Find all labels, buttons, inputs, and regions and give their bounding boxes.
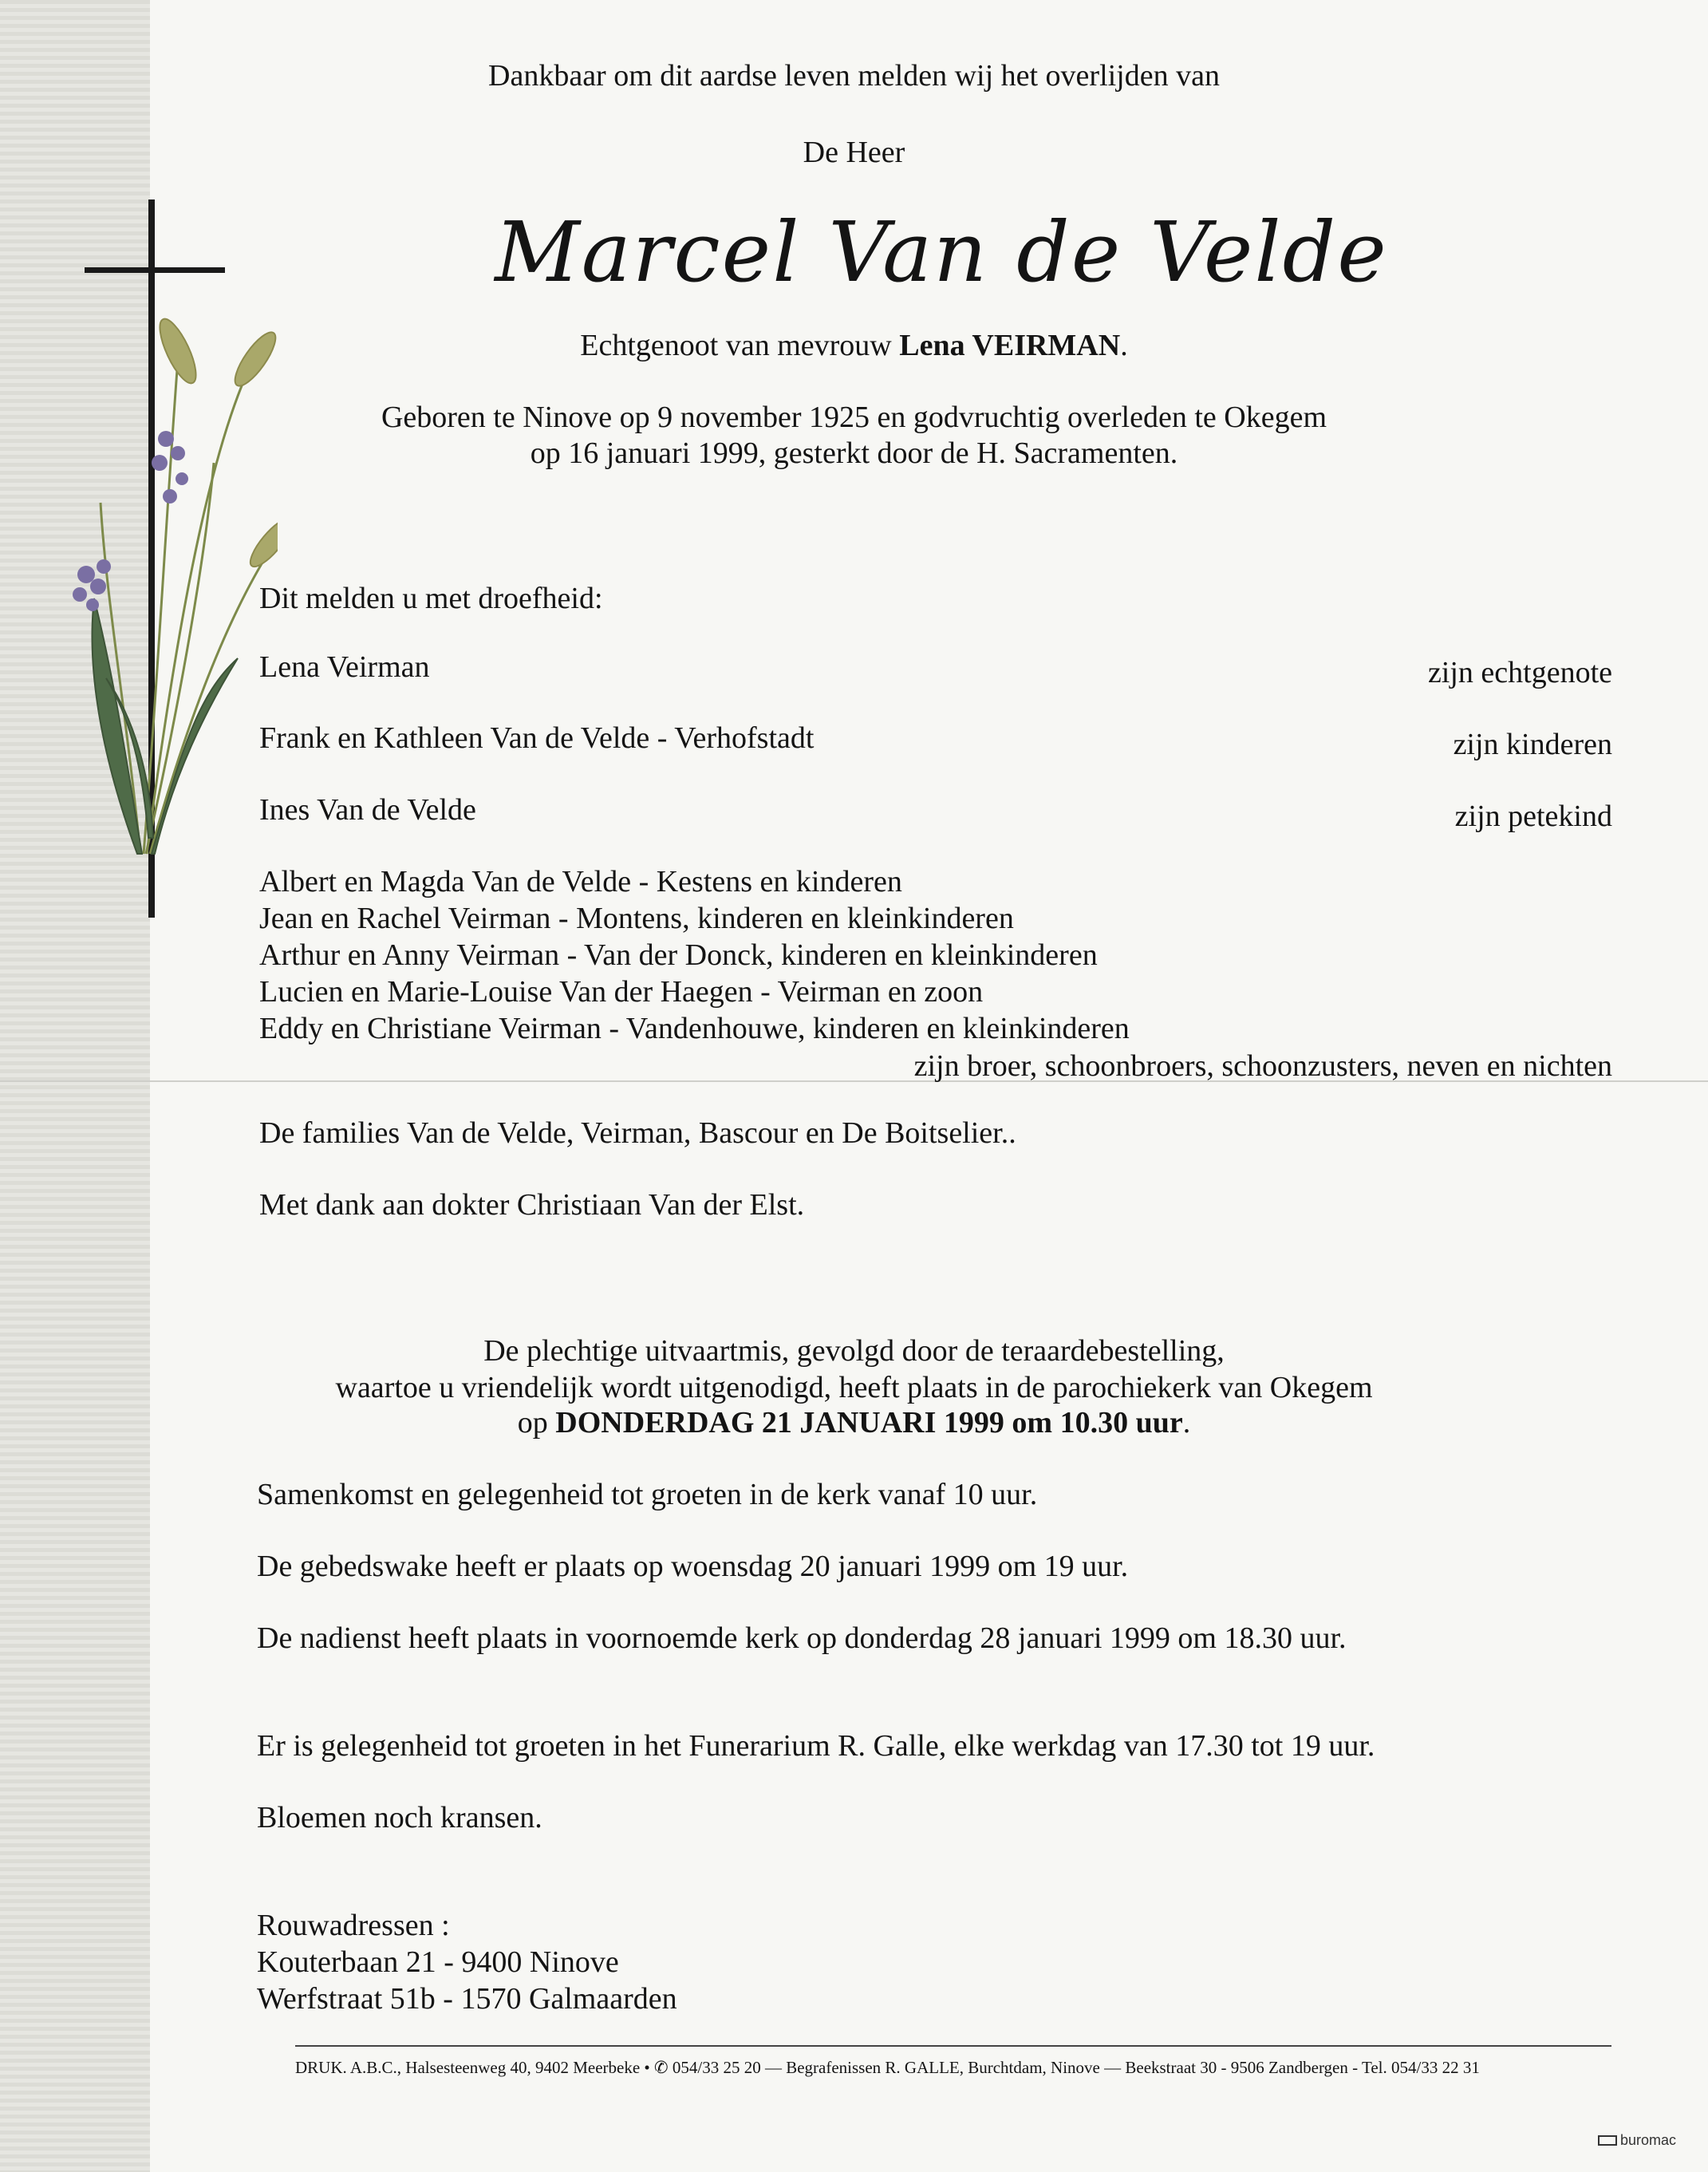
relative-line: Jean en Rachel Veirman - Montens, kinderen en kleinkinderen <box>259 902 1014 935</box>
ceremony-line-2: waartoe u vriendelijk wordt uitgenodigd, heeft plaats in de parochiekerk van Okegem <box>335 1371 1373 1404</box>
announce-text: Dit melden u met droefheid: <box>259 582 603 615</box>
buromac-logo-icon <box>1598 2135 1617 2146</box>
printer-footer: DRUK. A.B.C., Halsesteenweg 40, 9402 Meerbeke • ✆ 054/33 25 20 — Begrafenissen R. GALLE, Burchtdam, Ninove — Beekstraat 30 - 9506 Zandbergen - Tel. 054/33 22 31 <box>295 2058 1480 2077</box>
spouse-name: Lena VEIRMAN <box>899 329 1121 362</box>
gathering-text: Samenkomst en gelegenheid tot groeten in de kerk vanaf 10 uur. <box>257 1478 1038 1511</box>
printer-logo-text: buromac <box>1619 2132 1676 2148</box>
memorial-text: De nadienst heeft plaats in voornoemde kerk op donderdag 28 januari 1999 om 18.30 uur. <box>257 1621 1347 1655</box>
spouse-suffix: . <box>1120 329 1128 362</box>
mourner-name: Lena Veirman <box>259 650 430 684</box>
relative-line: Arthur en Anny Veirman - Van der Donck, kinderen en kleinkinderen <box>259 938 1098 972</box>
addresses-label: Rouwadressen : <box>257 1909 450 1942</box>
mourner-relation: zijn petekind <box>1454 800 1612 833</box>
ceremony-date-suffix: . <box>1182 1406 1191 1439</box>
deceased-name: Marcel Van de Velde <box>495 203 1388 301</box>
families-text: De families Van de Velde, Veirman, Bascour en De Boitselier.. <box>259 1116 1016 1150</box>
thanks-text: Met dank aan dokter Christiaan Van der Elst. <box>259 1188 805 1222</box>
cross-with-wheat-icon <box>70 199 278 918</box>
ceremony-date-prefix: op <box>517 1406 548 1439</box>
mourner-relation: zijn echtgenote <box>1427 656 1612 689</box>
relative-line: Lucien en Marie-Louise Van der Haegen - Veirman en zoon <box>259 975 984 1009</box>
mourner-relation: zijn kinderen <box>1453 728 1612 761</box>
address-line: Kouterbaan 21 - 9400 Ninove <box>257 1945 619 1979</box>
vigil-text: De gebedswake heeft er plaats op woensdag 20 januari 1999 om 19 uur. <box>257 1550 1129 1583</box>
mourner-name: Frank en Kathleen Van de Velde - Verhofstadt <box>259 721 815 755</box>
ceremony-line-1: De plechtige uitvaartmis, gevolgd door de teraardebestelling, <box>483 1334 1225 1368</box>
flowers-text: Bloemen noch kransen. <box>257 1801 542 1834</box>
funerarium-text: Er is gelegenheid tot groeten in het Funerarium R. Galle, elke werkdag van 17.30 tot 19 uur. <box>257 1729 1375 1763</box>
birth-death-line-2: op 16 januari 1999, gesterkt door de H. Sacramenten. <box>530 436 1178 470</box>
relatives-relation: zijn broer, schoonbroers, schoonzusters, neven en nichten <box>913 1049 1612 1083</box>
mourner-name: Ines Van de Velde <box>259 793 476 827</box>
ceremony-date-line <box>0 1404 1708 1441</box>
address-line: Werfstraat 51b - 1570 Galmaarden <box>257 1982 677 2016</box>
spouse-prefix: Echtgenoot van mevrouw <box>580 329 892 362</box>
spouse-line <box>0 327 1708 364</box>
ceremony-date: DONDERDAG 21 JANUARI 1999 om 10.30 uur <box>555 1406 1183 1439</box>
intro-text: Dankbaar om dit aardse leven melden wij het overlijden van <box>488 59 1220 93</box>
relative-line: Eddy en Christiane Veirman - Vandenhouwe, kinderen en kleinkinderen <box>259 1012 1130 1045</box>
relative-line: Albert en Magda Van de Velde - Kestens en kinderen <box>259 865 902 898</box>
footer-divider <box>295 2045 1611 2047</box>
birth-death-line-1: Geboren te Ninove op 9 november 1925 en godvruchtig overleden te Okegem <box>381 401 1327 434</box>
honorific: De Heer <box>803 136 905 169</box>
printer-logo <box>1598 2132 1676 2149</box>
